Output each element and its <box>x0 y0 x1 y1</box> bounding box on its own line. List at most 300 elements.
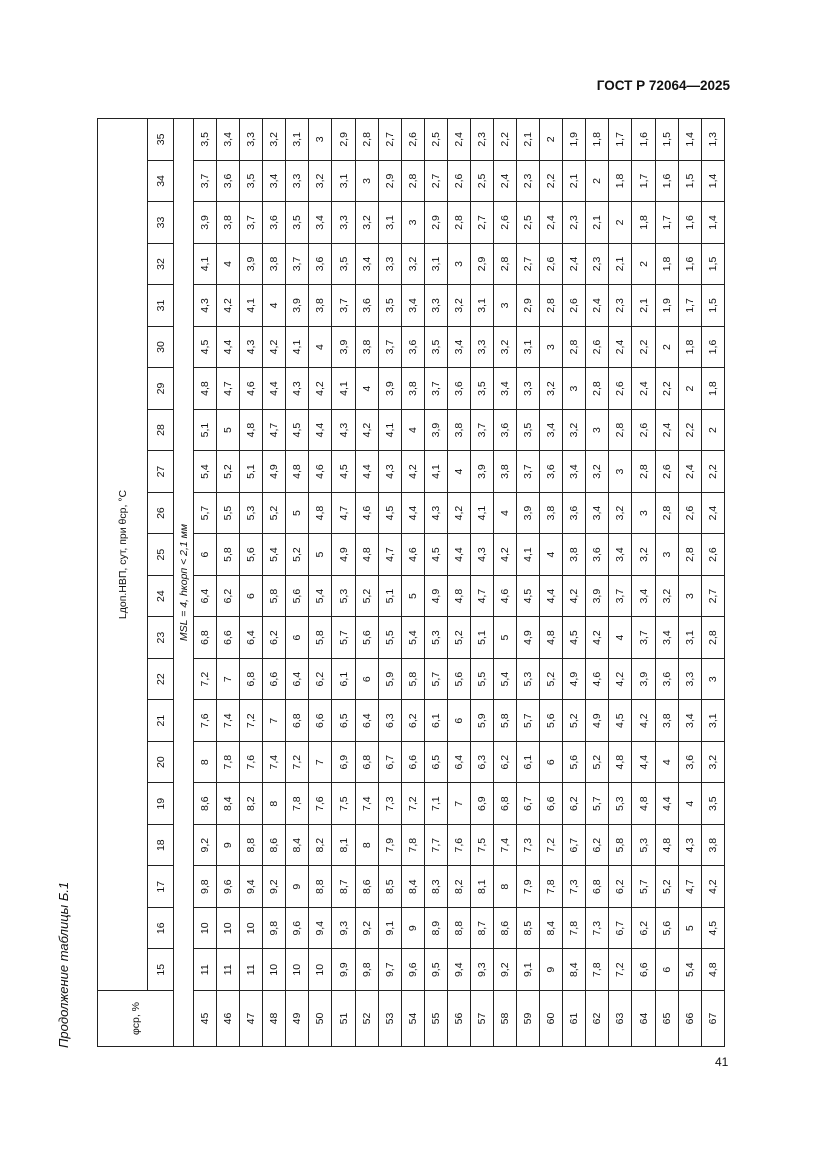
value-cell: 7,8 <box>540 866 563 908</box>
value-cell: 6,2 <box>632 907 655 949</box>
humidity-cell: 59 <box>517 991 540 1047</box>
value-cell: 2,4 <box>563 243 586 285</box>
value-cell: 7,9 <box>517 866 540 908</box>
value-cell: 6,6 <box>309 700 332 742</box>
value-cell: 2,6 <box>447 160 470 202</box>
value-cell: 4,5 <box>609 700 632 742</box>
value-cell: 2,7 <box>701 575 724 617</box>
value-cell: 9,2 <box>263 866 286 908</box>
value-cell: 7 <box>447 783 470 825</box>
value-cell: 5,4 <box>494 658 517 700</box>
value-cell: 2,3 <box>586 243 609 285</box>
value-cell: 3,1 <box>378 202 401 244</box>
value-cell: 2,4 <box>678 451 701 493</box>
value-cell: 3,6 <box>540 451 563 493</box>
value-cell: 5,3 <box>424 617 447 659</box>
value-cell: 2,9 <box>517 285 540 327</box>
value-cell: 3,4 <box>563 451 586 493</box>
value-cell: 3,7 <box>470 409 493 451</box>
value-cell: 6,3 <box>470 741 493 783</box>
value-cell: 3,1 <box>286 119 309 161</box>
value-cell: 4,1 <box>240 285 263 327</box>
table-row <box>540 119 563 1047</box>
value-cell: 1,3 <box>701 119 724 161</box>
humidity-cell: 45 <box>194 991 217 1047</box>
value-cell: 6,9 <box>470 783 493 825</box>
value-cell: 9 <box>286 866 309 908</box>
value-cell: 9 <box>217 824 240 866</box>
table-body <box>174 119 725 1047</box>
value-cell: 4,3 <box>424 492 447 534</box>
value-cell: 4,2 <box>609 658 632 700</box>
humidity-cell: 57 <box>470 991 493 1047</box>
humidity-cell: 53 <box>378 991 401 1047</box>
value-cell: 3,8 <box>401 368 424 410</box>
value-cell: 1,7 <box>678 285 701 327</box>
value-cell: 3,7 <box>424 368 447 410</box>
value-cell: 6,7 <box>563 824 586 866</box>
value-cell: 5,9 <box>470 700 493 742</box>
temperature-header: 32 <box>148 243 174 285</box>
value-cell: 8 <box>355 824 378 866</box>
value-cell: 9,8 <box>263 907 286 949</box>
value-cell: 4,2 <box>401 451 424 493</box>
value-cell: 2,6 <box>540 243 563 285</box>
value-cell: 2,6 <box>401 119 424 161</box>
value-cell: 3,3 <box>378 243 401 285</box>
value-cell: 8,7 <box>470 907 493 949</box>
value-cell: 8 <box>494 866 517 908</box>
value-cell: 8,8 <box>240 824 263 866</box>
value-cell: 6,8 <box>586 866 609 908</box>
value-cell: 3 <box>678 575 701 617</box>
value-cell: 3 <box>655 534 678 576</box>
value-cell: 1,7 <box>609 119 632 161</box>
value-cell: 6 <box>355 658 378 700</box>
value-cell: 4 <box>217 243 240 285</box>
value-cell: 9,4 <box>240 866 263 908</box>
value-cell: 5,2 <box>563 700 586 742</box>
temperature-header: 19 <box>148 783 174 825</box>
value-cell: 6,6 <box>217 617 240 659</box>
temperature-header: 26 <box>148 492 174 534</box>
value-cell: 3,8 <box>355 326 378 368</box>
table-row <box>332 119 355 1047</box>
temperature-header: 16 <box>148 907 174 949</box>
value-cell: 9,2 <box>494 949 517 991</box>
value-cell: 4,3 <box>378 451 401 493</box>
value-cell: 9,3 <box>470 949 493 991</box>
value-cell: 7 <box>263 700 286 742</box>
value-cell: 4 <box>678 783 701 825</box>
value-cell: 5,4 <box>678 949 701 991</box>
value-cell: 6 <box>240 575 263 617</box>
value-cell: 6,3 <box>378 700 401 742</box>
value-cell: 1,8 <box>632 202 655 244</box>
value-cell: 1,9 <box>655 285 678 327</box>
value-cell: 9,2 <box>355 907 378 949</box>
value-cell: 9,4 <box>309 907 332 949</box>
value-cell: 7,3 <box>517 824 540 866</box>
value-cell: 6,8 <box>286 700 309 742</box>
value-cell: 4,5 <box>517 575 540 617</box>
value-cell: 3,3 <box>678 658 701 700</box>
value-cell: 3,7 <box>517 451 540 493</box>
temperature-header: 30 <box>148 326 174 368</box>
value-cell: 3,7 <box>632 617 655 659</box>
value-cell: 5,4 <box>309 575 332 617</box>
value-cell: 10 <box>194 907 217 949</box>
value-cell: 3,4 <box>263 160 286 202</box>
value-cell: 4 <box>655 741 678 783</box>
value-cell: 2,2 <box>540 160 563 202</box>
value-cell: 1,4 <box>701 160 724 202</box>
value-cell: 3,8 <box>540 492 563 534</box>
value-cell: 2,4 <box>494 160 517 202</box>
value-cell: 9,9 <box>332 949 355 991</box>
value-cell: 4,2 <box>447 492 470 534</box>
table-row <box>632 119 655 1047</box>
table-row <box>194 119 217 1047</box>
value-cell: 5,8 <box>309 617 332 659</box>
table-row <box>286 119 309 1047</box>
temperature-header: 21 <box>148 700 174 742</box>
value-cell: 7,7 <box>424 824 447 866</box>
value-cell: 3,4 <box>678 700 701 742</box>
value-cell: 3,9 <box>378 368 401 410</box>
table-row <box>401 119 424 1047</box>
value-cell: 3 <box>701 658 724 700</box>
value-cell: 2 <box>540 119 563 161</box>
temperature-header: 29 <box>148 368 174 410</box>
value-cell: 3,7 <box>194 160 217 202</box>
value-cell: 2,7 <box>517 243 540 285</box>
value-cell: 4,8 <box>701 949 724 991</box>
table-row <box>494 119 517 1047</box>
value-cell: 11 <box>240 949 263 991</box>
value-cell: 1,5 <box>701 243 724 285</box>
value-cell: 4,8 <box>655 824 678 866</box>
humidity-cell: 49 <box>286 991 309 1047</box>
value-cell: 4 <box>540 534 563 576</box>
value-cell: 5,3 <box>332 575 355 617</box>
value-cell: 7 <box>217 658 240 700</box>
value-cell: 2,5 <box>517 202 540 244</box>
value-cell: 4,3 <box>286 368 309 410</box>
value-cell: 3,6 <box>655 658 678 700</box>
temperature-header: 23 <box>148 617 174 659</box>
humidity-cell: 61 <box>563 991 586 1047</box>
value-cell: 5,8 <box>494 700 517 742</box>
value-cell: 9,3 <box>332 907 355 949</box>
value-cell: 4,3 <box>470 534 493 576</box>
value-cell: 3,8 <box>563 534 586 576</box>
value-cell: 8,6 <box>194 783 217 825</box>
value-cell: 7,4 <box>263 741 286 783</box>
value-cell: 2,2 <box>632 326 655 368</box>
value-cell: 3,2 <box>655 575 678 617</box>
value-cell: 2,8 <box>494 243 517 285</box>
value-cell: 6,8 <box>355 741 378 783</box>
value-cell: 2,4 <box>655 409 678 451</box>
value-cell: 1,8 <box>655 243 678 285</box>
value-cell: 3,3 <box>286 160 309 202</box>
value-cell: 3,2 <box>563 409 586 451</box>
value-cell: 5,2 <box>355 575 378 617</box>
value-cell: 2,9 <box>470 243 493 285</box>
value-cell: 6 <box>655 949 678 991</box>
value-cell: 3,2 <box>586 451 609 493</box>
value-cell: 8,4 <box>286 824 309 866</box>
value-cell: 5,6 <box>447 658 470 700</box>
value-cell: 3,6 <box>309 243 332 285</box>
value-cell: 3,9 <box>240 243 263 285</box>
value-cell: 2,6 <box>563 285 586 327</box>
value-cell: 3,5 <box>240 160 263 202</box>
value-cell: 4,2 <box>217 285 240 327</box>
value-cell: 8,4 <box>540 907 563 949</box>
value-cell: 3,8 <box>494 451 517 493</box>
value-cell: 6,6 <box>263 658 286 700</box>
value-cell: 5,2 <box>586 741 609 783</box>
value-cell: 2,7 <box>378 119 401 161</box>
value-cell: 8,4 <box>217 783 240 825</box>
value-cell: 2,6 <box>494 202 517 244</box>
value-cell: 8,2 <box>240 783 263 825</box>
value-cell: 4,9 <box>263 451 286 493</box>
value-cell: 7,8 <box>586 949 609 991</box>
value-cell: 5,1 <box>240 451 263 493</box>
value-cell: 6,2 <box>401 700 424 742</box>
value-cell: 3,9 <box>194 202 217 244</box>
value-cell: 5,9 <box>378 658 401 700</box>
value-cell: 6 <box>540 741 563 783</box>
value-cell: 7,2 <box>609 949 632 991</box>
humidity-cell: 50 <box>309 991 332 1047</box>
value-cell: 3,3 <box>517 368 540 410</box>
value-cell: 2,9 <box>378 160 401 202</box>
value-cell: 6,1 <box>332 658 355 700</box>
value-cell: 3,8 <box>447 409 470 451</box>
temperature-header: 22 <box>148 658 174 700</box>
value-cell: 9 <box>540 949 563 991</box>
value-cell: 8,7 <box>332 866 355 908</box>
value-cell: 3,9 <box>632 658 655 700</box>
value-cell: 5,7 <box>424 658 447 700</box>
value-cell: 3,5 <box>470 368 493 410</box>
value-cell: 5 <box>286 492 309 534</box>
value-cell: 6,5 <box>424 741 447 783</box>
value-cell: 2,8 <box>447 202 470 244</box>
value-cell: 2,8 <box>609 409 632 451</box>
value-cell: 4,7 <box>678 866 701 908</box>
value-cell: 4,7 <box>378 534 401 576</box>
value-cell: 4,5 <box>286 409 309 451</box>
value-cell: 5 <box>217 409 240 451</box>
value-cell: 6,4 <box>194 575 217 617</box>
value-cell: 3,4 <box>309 202 332 244</box>
value-cell: 4,2 <box>494 534 517 576</box>
value-cell: 4,2 <box>586 617 609 659</box>
value-cell: 4,4 <box>540 575 563 617</box>
value-cell: 5,7 <box>332 617 355 659</box>
value-cell: 6 <box>286 617 309 659</box>
value-cell: 4,1 <box>517 534 540 576</box>
value-cell: 3,4 <box>540 409 563 451</box>
value-cell: 5,8 <box>401 658 424 700</box>
value-cell: 4,1 <box>424 451 447 493</box>
humidity-cell: 62 <box>586 991 609 1047</box>
value-cell: 5,2 <box>540 658 563 700</box>
value-cell: 6,8 <box>494 783 517 825</box>
value-cell: 7,6 <box>194 700 217 742</box>
value-cell: 4 <box>263 285 286 327</box>
value-cell: 4,5 <box>332 451 355 493</box>
value-cell: 3,8 <box>701 824 724 866</box>
value-cell: 7,8 <box>401 824 424 866</box>
value-cell: 2,6 <box>609 368 632 410</box>
value-cell: 4,1 <box>332 368 355 410</box>
value-cell: 10 <box>309 949 332 991</box>
value-cell: 3,3 <box>332 202 355 244</box>
storage-time-table <box>97 118 725 1047</box>
value-cell: 6,2 <box>309 658 332 700</box>
value-cell: 3,7 <box>378 326 401 368</box>
value-cell: 3,8 <box>263 243 286 285</box>
value-cell: 3,9 <box>517 492 540 534</box>
value-cell: 6,4 <box>286 658 309 700</box>
table-row <box>424 119 447 1047</box>
value-cell: 5,2 <box>217 451 240 493</box>
value-cell: 3,2 <box>494 326 517 368</box>
value-cell: 5,6 <box>655 907 678 949</box>
value-cell: 7,6 <box>447 824 470 866</box>
value-cell: 5,8 <box>263 575 286 617</box>
value-cell: 9,6 <box>286 907 309 949</box>
value-cell: 5,2 <box>286 534 309 576</box>
humidity-cell: 52 <box>355 991 378 1047</box>
value-cell: 7,2 <box>286 741 309 783</box>
value-cell: 5,4 <box>401 617 424 659</box>
value-cell: 6 <box>447 700 470 742</box>
corner-header: φср, % <box>98 991 174 1047</box>
value-cell: 3,5 <box>332 243 355 285</box>
value-cell: 10 <box>240 907 263 949</box>
value-cell: 5,3 <box>240 492 263 534</box>
value-cell: 2 <box>655 326 678 368</box>
value-cell: 8,3 <box>424 866 447 908</box>
value-cell: 3,2 <box>701 741 724 783</box>
value-cell: 2,8 <box>701 617 724 659</box>
value-cell: 2,6 <box>586 326 609 368</box>
value-cell: 10 <box>263 949 286 991</box>
value-cell: 6,7 <box>517 783 540 825</box>
value-cell: 4,2 <box>632 700 655 742</box>
value-cell: 1,4 <box>701 202 724 244</box>
humidity-cell: 60 <box>540 991 563 1047</box>
value-cell: 4,8 <box>609 741 632 783</box>
value-cell: 3 <box>540 326 563 368</box>
value-cell: 8,9 <box>424 907 447 949</box>
value-cell: 3,7 <box>240 202 263 244</box>
value-cell: 4,5 <box>424 534 447 576</box>
temperature-header: 20 <box>148 741 174 783</box>
value-cell: 4,8 <box>286 451 309 493</box>
value-cell: 6,7 <box>609 907 632 949</box>
value-cell: 2,1 <box>517 119 540 161</box>
value-cell: 2,6 <box>632 409 655 451</box>
value-cell: 4,7 <box>217 368 240 410</box>
value-cell: 5,2 <box>263 492 286 534</box>
value-cell: 2,2 <box>701 451 724 493</box>
temperature-header: 28 <box>148 409 174 451</box>
value-cell: 2 <box>632 243 655 285</box>
value-cell: 4,3 <box>194 285 217 327</box>
value-cell: 6,6 <box>540 783 563 825</box>
value-cell: 9,5 <box>424 949 447 991</box>
value-cell: 6,4 <box>355 700 378 742</box>
value-cell: 3,8 <box>655 700 678 742</box>
value-cell: 2,8 <box>563 326 586 368</box>
document-code: ГОСТ Р 72064—2025 <box>596 78 730 93</box>
value-cell: 3,1 <box>470 285 493 327</box>
value-cell: 2,8 <box>355 119 378 161</box>
value-cell: 1,7 <box>655 202 678 244</box>
value-cell: 4,5 <box>194 326 217 368</box>
humidity-cell: 64 <box>632 991 655 1047</box>
value-cell: 3 <box>586 409 609 451</box>
value-cell: 4,1 <box>470 492 493 534</box>
value-cell: 5,4 <box>263 534 286 576</box>
value-cell: 5,3 <box>632 824 655 866</box>
value-cell: 1,5 <box>678 160 701 202</box>
value-cell: 4,5 <box>378 492 401 534</box>
temperature-header: 25 <box>148 534 174 576</box>
value-cell: 4 <box>494 492 517 534</box>
value-cell: 3,8 <box>309 285 332 327</box>
humidity-cell: 65 <box>655 991 678 1047</box>
value-cell: 2,5 <box>470 160 493 202</box>
value-cell: 7,2 <box>194 658 217 700</box>
value-cell: 3,4 <box>632 575 655 617</box>
value-cell: 8,1 <box>332 824 355 866</box>
value-cell: 4,3 <box>678 824 701 866</box>
value-cell: 3,9 <box>286 285 309 327</box>
value-cell: 2 <box>609 202 632 244</box>
value-cell: 2,3 <box>609 285 632 327</box>
value-cell: 6,1 <box>517 741 540 783</box>
value-cell: 4,8 <box>240 409 263 451</box>
value-cell: 3,8 <box>217 202 240 244</box>
value-cell: 8,6 <box>494 907 517 949</box>
value-cell: 3,7 <box>332 285 355 327</box>
value-cell: 4,6 <box>401 534 424 576</box>
value-cell: 9,7 <box>378 949 401 991</box>
value-cell: 8,2 <box>309 824 332 866</box>
value-cell: 6,8 <box>240 658 263 700</box>
value-cell: 4,9 <box>332 534 355 576</box>
humidity-cell: 63 <box>609 991 632 1047</box>
value-cell: 1,6 <box>655 160 678 202</box>
value-cell: 2,4 <box>701 492 724 534</box>
table-row <box>586 119 609 1047</box>
msl-subheader: MSL = 4, hкорп < 2,1 мм <box>174 119 194 1047</box>
value-cell: 2,1 <box>609 243 632 285</box>
value-cell: 5 <box>678 907 701 949</box>
table-row <box>678 119 701 1047</box>
temperature-header: 17 <box>148 866 174 908</box>
humidity-cell: 67 <box>701 991 724 1047</box>
